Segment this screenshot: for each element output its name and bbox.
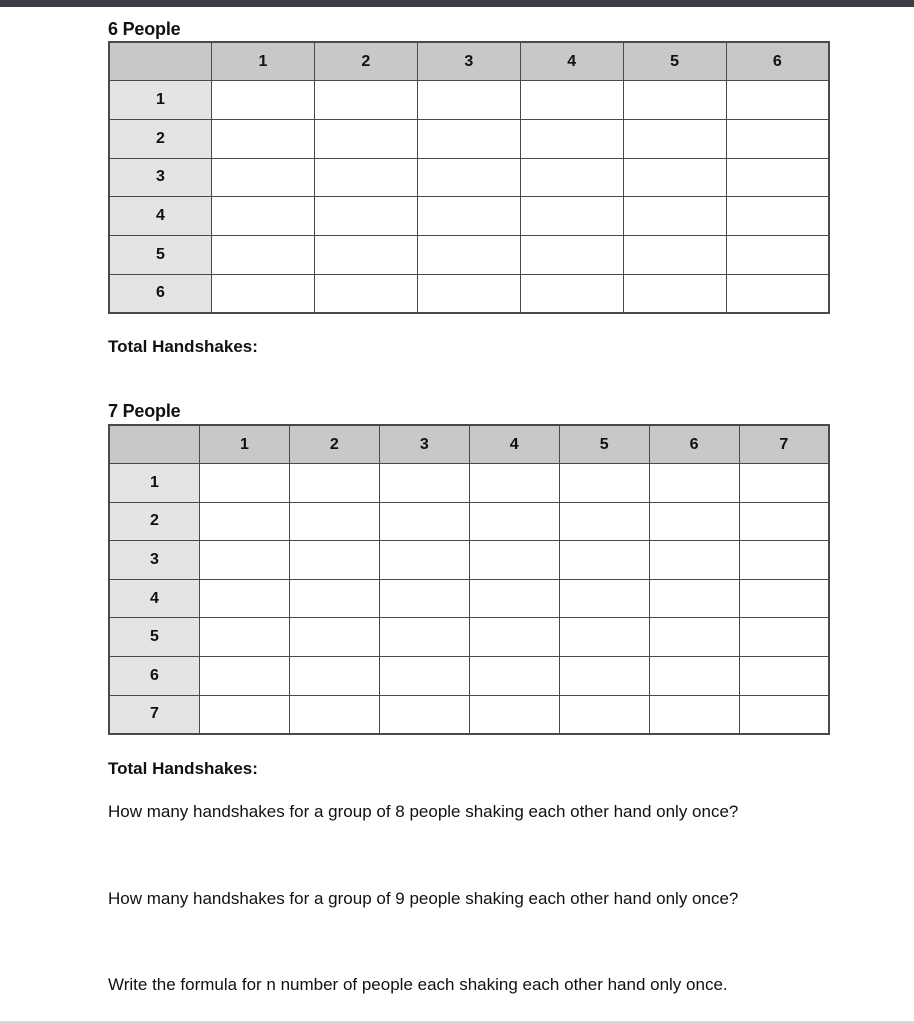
blank-cell[interactable] [200,502,290,541]
blank-cell[interactable] [379,618,469,657]
blank-cell[interactable] [289,464,379,503]
blank-cell[interactable] [212,274,315,313]
blank-cell[interactable] [649,541,739,580]
blank-cell[interactable] [739,618,829,657]
row-header: 2 [109,119,212,158]
blank-cell[interactable] [649,502,739,541]
blank-cell[interactable] [379,579,469,618]
column-header: 4 [520,42,623,81]
blank-cell[interactable] [212,197,315,236]
row-header: 6 [109,657,200,696]
handshake-table-6 [108,41,830,314]
blank-cell[interactable] [417,235,520,274]
blank-cell[interactable] [379,541,469,580]
blank-cell[interactable] [559,579,649,618]
blank-cell[interactable] [623,197,726,236]
top-bar [0,0,914,7]
blank-cell[interactable] [559,695,649,734]
row-header: 7 [109,695,200,734]
blank-cell[interactable] [726,274,829,313]
total-handshakes-label-7: Total Handshakes: [108,759,258,778]
blank-cell[interactable] [649,464,739,503]
blank-cell[interactable] [417,158,520,197]
blank-cell[interactable] [726,119,829,158]
blank-cell[interactable] [559,464,649,503]
blank-cell[interactable] [379,695,469,734]
blank-cell[interactable] [649,657,739,696]
column-header: 4 [469,425,559,464]
blank-cell[interactable] [649,695,739,734]
blank-cell[interactable] [289,541,379,580]
blank-cell[interactable] [417,119,520,158]
blank-cell[interactable] [739,541,829,580]
column-header: 3 [417,42,520,81]
column-header: 2 [314,42,417,81]
row-header: 2 [109,502,200,541]
blank-cell[interactable] [520,158,623,197]
blank-cell[interactable] [739,464,829,503]
blank-cell[interactable] [212,81,315,120]
blank-cell[interactable] [200,657,290,696]
blank-cell[interactable] [417,274,520,313]
blank-cell[interactable] [726,235,829,274]
blank-cell[interactable] [726,197,829,236]
table-row [109,579,829,618]
blank-cell[interactable] [559,502,649,541]
row-header: 1 [109,464,200,503]
blank-cell[interactable] [559,657,649,696]
blank-cell[interactable] [623,235,726,274]
table-row [109,464,829,503]
table-row [109,158,829,197]
table-row [109,657,829,696]
blank-cell[interactable] [289,695,379,734]
blank-cell[interactable] [289,657,379,696]
question-9-people: How many handshakes for a group of 9 people shaking each other hand only once? [108,889,739,908]
row-header: 5 [109,235,212,274]
blank-cell[interactable] [559,618,649,657]
blank-cell[interactable] [469,541,559,580]
blank-cell[interactable] [379,502,469,541]
blank-cell[interactable] [314,158,417,197]
blank-cell[interactable] [314,274,417,313]
blank-cell[interactable] [314,119,417,158]
table-row [109,197,829,236]
blank-cell[interactable] [469,695,559,734]
blank-cell[interactable] [379,657,469,696]
blank-cell[interactable] [739,657,829,696]
blank-cell[interactable] [520,81,623,120]
column-header: 6 [726,42,829,81]
table-row [109,502,829,541]
blank-cell[interactable] [520,274,623,313]
row-header: 4 [109,579,200,618]
blank-cell[interactable] [469,502,559,541]
blank-cell[interactable] [520,235,623,274]
blank-cell[interactable] [623,81,726,120]
blank-cell[interactable] [314,235,417,274]
blank-cell[interactable] [417,197,520,236]
blank-cell[interactable] [726,158,829,197]
table-row [109,119,829,158]
blank-cell[interactable] [739,502,829,541]
row-header: 4 [109,197,212,236]
blank-cell[interactable] [469,618,559,657]
blank-cell[interactable] [200,618,290,657]
table7-title: 7 People [108,401,181,421]
table-row [109,541,829,580]
table-row [109,274,829,313]
row-header: 5 [109,618,200,657]
column-header: 1 [200,425,290,464]
blank-cell[interactable] [520,197,623,236]
blank-cell[interactable] [469,464,559,503]
table-corner-cell [109,42,212,81]
blank-cell[interactable] [623,158,726,197]
row-header: 3 [109,158,212,197]
blank-cell[interactable] [314,197,417,236]
blank-cell[interactable] [200,695,290,734]
column-header: 5 [623,42,726,81]
handshake-table-7 [108,424,830,735]
row-header: 1 [109,81,212,120]
table-row [109,81,829,120]
blank-cell[interactable] [200,579,290,618]
blank-cell[interactable] [379,464,469,503]
blank-cell[interactable] [289,579,379,618]
blank-cell[interactable] [623,274,726,313]
blank-cell[interactable] [417,81,520,120]
column-header: 5 [559,425,649,464]
blank-cell[interactable] [726,81,829,120]
blank-cell[interactable] [212,158,315,197]
column-header: 6 [649,425,739,464]
blank-cell[interactable] [469,579,559,618]
blank-cell[interactable] [623,119,726,158]
blank-cell[interactable] [200,541,290,580]
question-8-people: How many handshakes for a group of 8 people shaking each other hand only once? [108,802,739,821]
column-header: 3 [379,425,469,464]
blank-cell[interactable] [289,618,379,657]
row-header: 6 [109,274,212,313]
table-row [109,235,829,274]
blank-cell[interactable] [212,235,315,274]
column-header: 7 [739,425,829,464]
question-formula: Write the formula for n number of people each shaking each other hand only once. [108,975,728,994]
table-corner-cell [109,425,200,464]
blank-cell[interactable] [314,81,417,120]
blank-cell[interactable] [739,579,829,618]
blank-cell[interactable] [559,541,649,580]
blank-cell[interactable] [739,695,829,734]
row-header: 3 [109,541,200,580]
blank-cell[interactable] [520,119,623,158]
total-handshakes-label-6: Total Handshakes: [108,337,258,356]
blank-cell[interactable] [289,502,379,541]
table-row [109,618,829,657]
blank-cell[interactable] [200,464,290,503]
blank-cell[interactable] [469,657,559,696]
blank-cell[interactable] [649,579,739,618]
blank-cell[interactable] [649,618,739,657]
table-row [109,695,829,734]
table6-title: 6 People [108,19,181,39]
column-header: 1 [212,42,315,81]
blank-cell[interactable] [212,119,315,158]
column-header: 2 [289,425,379,464]
